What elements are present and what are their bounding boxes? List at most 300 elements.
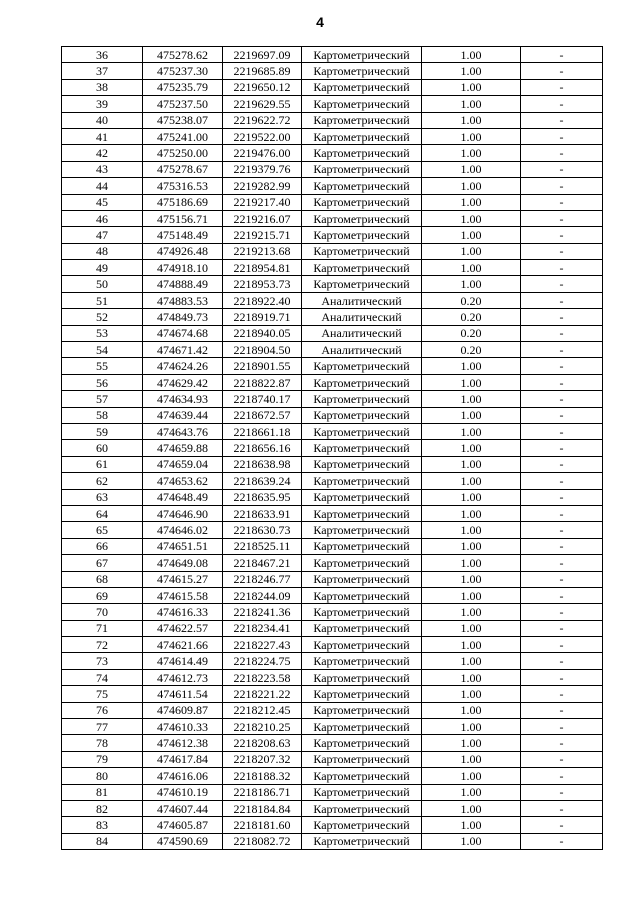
accuracy-cell: 1.00 — [422, 620, 521, 636]
y-coordinate-cell: 2219685.89 — [223, 63, 302, 79]
x-coordinate-cell: 475237.30 — [143, 63, 223, 79]
note-cell: - — [521, 735, 603, 751]
note-cell: - — [521, 342, 603, 358]
y-coordinate-cell: 2219217.40 — [223, 194, 302, 210]
accuracy-cell: 1.00 — [422, 489, 521, 505]
x-coordinate-cell: 475186.69 — [143, 194, 223, 210]
accuracy-cell: 1.00 — [422, 604, 521, 620]
point-number-cell: 77 — [62, 719, 143, 735]
method-cell: Картометрический — [302, 161, 422, 177]
note-cell: - — [521, 833, 603, 849]
y-coordinate-cell: 2218633.91 — [223, 505, 302, 521]
accuracy-cell: 1.00 — [422, 128, 521, 144]
accuracy-cell: 1.00 — [422, 374, 521, 390]
table-row — [62, 440, 603, 456]
x-coordinate-cell: 474616.06 — [143, 768, 223, 784]
table-row — [62, 391, 603, 407]
method-cell: Картометрический — [302, 112, 422, 128]
x-coordinate-cell: 474615.58 — [143, 587, 223, 603]
note-cell: - — [521, 145, 603, 161]
table-row — [62, 342, 603, 358]
x-coordinate-cell: 475238.07 — [143, 112, 223, 128]
point-number-cell: 80 — [62, 768, 143, 784]
table-row — [62, 96, 603, 112]
note-cell: - — [521, 686, 603, 702]
point-number-cell: 36 — [62, 47, 143, 63]
accuracy-cell: 1.00 — [422, 112, 521, 128]
note-cell: - — [521, 161, 603, 177]
note-cell: - — [521, 653, 603, 669]
table-row — [62, 178, 603, 194]
accuracy-cell: 0.20 — [422, 292, 521, 308]
x-coordinate-cell: 474622.57 — [143, 620, 223, 636]
note-cell: - — [521, 489, 603, 505]
x-coordinate-cell: 474653.62 — [143, 473, 223, 489]
accuracy-cell: 1.00 — [422, 735, 521, 751]
x-coordinate-cell: 474610.19 — [143, 784, 223, 800]
note-cell: - — [521, 571, 603, 587]
point-number-cell: 82 — [62, 800, 143, 816]
x-coordinate-cell: 475278.62 — [143, 47, 223, 63]
method-cell: Картометрический — [302, 833, 422, 849]
note-cell: - — [521, 194, 603, 210]
y-coordinate-cell: 2218184.84 — [223, 800, 302, 816]
y-coordinate-cell: 2218638.98 — [223, 456, 302, 472]
table-row — [62, 522, 603, 538]
x-coordinate-cell: 474624.26 — [143, 358, 223, 374]
y-coordinate-cell: 2218246.77 — [223, 571, 302, 587]
x-coordinate-cell: 474849.73 — [143, 309, 223, 325]
y-coordinate-cell: 2218630.73 — [223, 522, 302, 538]
y-coordinate-cell: 2218207.32 — [223, 751, 302, 767]
y-coordinate-cell: 2219522.00 — [223, 128, 302, 144]
accuracy-cell: 0.20 — [422, 325, 521, 341]
point-number-cell: 44 — [62, 178, 143, 194]
point-number-cell: 79 — [62, 751, 143, 767]
accuracy-cell: 1.00 — [422, 276, 521, 292]
method-cell: Картометрический — [302, 47, 422, 63]
x-coordinate-cell: 474634.93 — [143, 391, 223, 407]
x-coordinate-cell: 474607.44 — [143, 800, 223, 816]
point-number-cell: 38 — [62, 79, 143, 95]
point-number-cell: 83 — [62, 817, 143, 833]
point-number-cell: 42 — [62, 145, 143, 161]
method-cell: Картометрический — [302, 178, 422, 194]
method-cell: Аналитический — [302, 292, 422, 308]
y-coordinate-cell: 2218901.55 — [223, 358, 302, 374]
method-cell: Картометрический — [302, 407, 422, 423]
method-cell: Картометрический — [302, 817, 422, 833]
note-cell: - — [521, 309, 603, 325]
table-row — [62, 227, 603, 243]
table-row — [62, 260, 603, 276]
table-row — [62, 112, 603, 128]
note-cell: - — [521, 276, 603, 292]
point-number-cell: 74 — [62, 669, 143, 685]
point-number-cell: 39 — [62, 96, 143, 112]
note-cell: - — [521, 374, 603, 390]
note-cell: - — [521, 358, 603, 374]
table-row — [62, 587, 603, 603]
point-number-cell: 50 — [62, 276, 143, 292]
accuracy-cell: 1.00 — [422, 686, 521, 702]
table-row — [62, 505, 603, 521]
point-number-cell: 62 — [62, 473, 143, 489]
accuracy-cell: 1.00 — [422, 243, 521, 259]
method-cell: Картометрический — [302, 358, 422, 374]
point-number-cell: 57 — [62, 391, 143, 407]
note-cell: - — [521, 96, 603, 112]
point-number-cell: 81 — [62, 784, 143, 800]
x-coordinate-cell: 474883.53 — [143, 292, 223, 308]
point-number-cell: 70 — [62, 604, 143, 620]
accuracy-cell: 0.20 — [422, 342, 521, 358]
point-number-cell: 53 — [62, 325, 143, 341]
point-number-cell: 37 — [62, 63, 143, 79]
accuracy-cell: 1.00 — [422, 522, 521, 538]
y-coordinate-cell: 2218525.11 — [223, 538, 302, 554]
note-cell: - — [521, 292, 603, 308]
point-number-cell: 45 — [62, 194, 143, 210]
note-cell: - — [521, 210, 603, 226]
table-row — [62, 456, 603, 472]
accuracy-cell: 1.00 — [422, 96, 521, 112]
x-coordinate-cell: 474659.88 — [143, 440, 223, 456]
x-coordinate-cell: 474646.02 — [143, 522, 223, 538]
method-cell: Картометрический — [302, 63, 422, 79]
accuracy-cell: 1.00 — [422, 653, 521, 669]
x-coordinate-cell: 474609.87 — [143, 702, 223, 718]
table-row — [62, 620, 603, 636]
method-cell: Аналитический — [302, 325, 422, 341]
y-coordinate-cell: 2218953.73 — [223, 276, 302, 292]
y-coordinate-cell: 2218467.21 — [223, 555, 302, 571]
table-row — [62, 768, 603, 784]
accuracy-cell: 1.00 — [422, 210, 521, 226]
y-coordinate-cell: 2218656.16 — [223, 440, 302, 456]
x-coordinate-cell: 474651.51 — [143, 538, 223, 554]
x-coordinate-cell: 474590.69 — [143, 833, 223, 849]
x-coordinate-cell: 475250.00 — [143, 145, 223, 161]
accuracy-cell: 1.00 — [422, 637, 521, 653]
accuracy-cell: 1.00 — [422, 669, 521, 685]
table-row — [62, 833, 603, 849]
point-number-cell: 46 — [62, 210, 143, 226]
note-cell: - — [521, 407, 603, 423]
table-row — [62, 423, 603, 439]
table-row — [62, 63, 603, 79]
method-cell: Картометрический — [302, 587, 422, 603]
table-row — [62, 407, 603, 423]
point-number-cell: 61 — [62, 456, 143, 472]
point-number-cell: 52 — [62, 309, 143, 325]
table-row — [62, 669, 603, 685]
x-coordinate-cell: 474611.54 — [143, 686, 223, 702]
point-number-cell: 48 — [62, 243, 143, 259]
point-number-cell: 84 — [62, 833, 143, 849]
table-row — [62, 309, 603, 325]
accuracy-cell: 1.00 — [422, 63, 521, 79]
y-coordinate-cell: 2218224.75 — [223, 653, 302, 669]
note-cell: - — [521, 112, 603, 128]
note-cell: - — [521, 604, 603, 620]
point-number-cell: 78 — [62, 735, 143, 751]
note-cell: - — [521, 637, 603, 653]
accuracy-cell: 1.00 — [422, 817, 521, 833]
note-cell: - — [521, 800, 603, 816]
method-cell: Картометрический — [302, 800, 422, 816]
table-row — [62, 817, 603, 833]
method-cell: Картометрический — [302, 735, 422, 751]
accuracy-cell: 1.00 — [422, 178, 521, 194]
y-coordinate-cell: 2218181.60 — [223, 817, 302, 833]
accuracy-cell: 1.00 — [422, 358, 521, 374]
x-coordinate-cell: 475316.53 — [143, 178, 223, 194]
table-row — [62, 358, 603, 374]
table-row — [62, 161, 603, 177]
accuracy-cell: 1.00 — [422, 751, 521, 767]
y-coordinate-cell: 2218740.17 — [223, 391, 302, 407]
accuracy-cell: 1.00 — [422, 161, 521, 177]
y-coordinate-cell: 2219476.00 — [223, 145, 302, 161]
table-row — [62, 571, 603, 587]
page-number: 4 — [316, 14, 324, 30]
method-cell: Картометрический — [302, 260, 422, 276]
point-number-cell: 69 — [62, 587, 143, 603]
table-row — [62, 489, 603, 505]
method-cell: Картометрический — [302, 784, 422, 800]
note-cell: - — [521, 784, 603, 800]
point-number-cell: 41 — [62, 128, 143, 144]
method-cell: Картометрический — [302, 391, 422, 407]
note-cell: - — [521, 587, 603, 603]
accuracy-cell: 1.00 — [422, 391, 521, 407]
y-coordinate-cell: 2218082.72 — [223, 833, 302, 849]
y-coordinate-cell: 2218639.24 — [223, 473, 302, 489]
method-cell: Картометрический — [302, 538, 422, 554]
x-coordinate-cell: 474648.49 — [143, 489, 223, 505]
note-cell: - — [521, 325, 603, 341]
y-coordinate-cell: 2219379.76 — [223, 161, 302, 177]
point-number-cell: 75 — [62, 686, 143, 702]
note-cell: - — [521, 538, 603, 554]
point-number-cell: 71 — [62, 620, 143, 636]
note-cell: - — [521, 79, 603, 95]
method-cell: Картометрический — [302, 456, 422, 472]
method-cell: Картометрический — [302, 276, 422, 292]
note-cell: - — [521, 47, 603, 63]
accuracy-cell: 1.00 — [422, 423, 521, 439]
note-cell: - — [521, 669, 603, 685]
accuracy-cell: 1.00 — [422, 800, 521, 816]
point-number-cell: 76 — [62, 702, 143, 718]
coordinates-table-body — [62, 47, 603, 850]
method-cell: Картометрический — [302, 489, 422, 505]
y-coordinate-cell: 2218244.09 — [223, 587, 302, 603]
y-coordinate-cell: 2218234.41 — [223, 620, 302, 636]
y-coordinate-cell: 2218954.81 — [223, 260, 302, 276]
note-cell: - — [521, 128, 603, 144]
x-coordinate-cell: 474615.27 — [143, 571, 223, 587]
x-coordinate-cell: 474643.76 — [143, 423, 223, 439]
x-coordinate-cell: 474888.49 — [143, 276, 223, 292]
note-cell: - — [521, 456, 603, 472]
accuracy-cell: 1.00 — [422, 194, 521, 210]
note-cell: - — [521, 178, 603, 194]
method-cell: Картометрический — [302, 522, 422, 538]
x-coordinate-cell: 474629.42 — [143, 374, 223, 390]
table-row — [62, 128, 603, 144]
table-row — [62, 210, 603, 226]
method-cell: Картометрический — [302, 505, 422, 521]
method-cell: Картометрический — [302, 473, 422, 489]
accuracy-cell: 1.00 — [422, 79, 521, 95]
method-cell: Картометрический — [302, 79, 422, 95]
accuracy-cell: 1.00 — [422, 571, 521, 587]
table-row — [62, 604, 603, 620]
x-coordinate-cell: 474612.73 — [143, 669, 223, 685]
table-row — [62, 473, 603, 489]
y-coordinate-cell: 2219282.99 — [223, 178, 302, 194]
x-coordinate-cell: 475278.67 — [143, 161, 223, 177]
method-cell: Картометрический — [302, 620, 422, 636]
accuracy-cell: 1.00 — [422, 719, 521, 735]
table-row — [62, 653, 603, 669]
note-cell: - — [521, 719, 603, 735]
y-coordinate-cell: 2218186.71 — [223, 784, 302, 800]
y-coordinate-cell: 2218221.22 — [223, 686, 302, 702]
point-number-cell: 66 — [62, 538, 143, 554]
table-row — [62, 686, 603, 702]
y-coordinate-cell: 2218661.18 — [223, 423, 302, 439]
table-row — [62, 243, 603, 259]
y-coordinate-cell: 2218210.25 — [223, 719, 302, 735]
y-coordinate-cell: 2218227.43 — [223, 637, 302, 653]
table-row — [62, 292, 603, 308]
y-coordinate-cell: 2218635.95 — [223, 489, 302, 505]
method-cell: Картометрический — [302, 194, 422, 210]
y-coordinate-cell: 2218904.50 — [223, 342, 302, 358]
accuracy-cell: 1.00 — [422, 702, 521, 718]
x-coordinate-cell: 475237.50 — [143, 96, 223, 112]
note-cell: - — [521, 768, 603, 784]
method-cell: Картометрический — [302, 669, 422, 685]
method-cell: Картометрический — [302, 227, 422, 243]
note-cell: - — [521, 227, 603, 243]
accuracy-cell: 1.00 — [422, 145, 521, 161]
y-coordinate-cell: 2218922.40 — [223, 292, 302, 308]
point-number-cell: 58 — [62, 407, 143, 423]
note-cell: - — [521, 522, 603, 538]
y-coordinate-cell: 2218208.63 — [223, 735, 302, 751]
point-number-cell: 55 — [62, 358, 143, 374]
y-coordinate-cell: 2218940.05 — [223, 325, 302, 341]
y-coordinate-cell: 2219213.68 — [223, 243, 302, 259]
accuracy-cell: 1.00 — [422, 768, 521, 784]
x-coordinate-cell: 474649.08 — [143, 555, 223, 571]
method-cell: Картометрический — [302, 571, 422, 587]
table-row — [62, 47, 603, 63]
table-row — [62, 325, 603, 341]
x-coordinate-cell: 475148.49 — [143, 227, 223, 243]
point-number-cell: 63 — [62, 489, 143, 505]
note-cell: - — [521, 243, 603, 259]
point-number-cell: 68 — [62, 571, 143, 587]
point-number-cell: 54 — [62, 342, 143, 358]
method-cell: Картометрический — [302, 719, 422, 735]
method-cell: Аналитический — [302, 342, 422, 358]
y-coordinate-cell: 2219650.12 — [223, 79, 302, 95]
y-coordinate-cell: 2218188.32 — [223, 768, 302, 784]
note-cell: - — [521, 555, 603, 571]
accuracy-cell: 1.00 — [422, 227, 521, 243]
accuracy-cell: 0.20 — [422, 309, 521, 325]
x-coordinate-cell: 474659.04 — [143, 456, 223, 472]
x-coordinate-cell: 474918.10 — [143, 260, 223, 276]
note-cell: - — [521, 620, 603, 636]
table-row — [62, 719, 603, 735]
table-row — [62, 194, 603, 210]
x-coordinate-cell: 474612.38 — [143, 735, 223, 751]
note-cell: - — [521, 702, 603, 718]
x-coordinate-cell: 474610.33 — [143, 719, 223, 735]
table-row — [62, 735, 603, 751]
method-cell: Аналитический — [302, 309, 422, 325]
y-coordinate-cell: 2219215.71 — [223, 227, 302, 243]
point-number-cell: 67 — [62, 555, 143, 571]
accuracy-cell: 1.00 — [422, 555, 521, 571]
y-coordinate-cell: 2218212.45 — [223, 702, 302, 718]
point-number-cell: 73 — [62, 653, 143, 669]
method-cell: Картометрический — [302, 440, 422, 456]
x-coordinate-cell: 475235.79 — [143, 79, 223, 95]
table-row — [62, 555, 603, 571]
method-cell: Картометрический — [302, 686, 422, 702]
table-row — [62, 751, 603, 767]
note-cell: - — [521, 473, 603, 489]
method-cell: Картометрический — [302, 604, 422, 620]
note-cell: - — [521, 751, 603, 767]
coordinates-table — [61, 46, 603, 850]
method-cell: Картометрический — [302, 210, 422, 226]
point-number-cell: 49 — [62, 260, 143, 276]
accuracy-cell: 1.00 — [422, 456, 521, 472]
x-coordinate-cell: 474926.48 — [143, 243, 223, 259]
y-coordinate-cell: 2218822.87 — [223, 374, 302, 390]
method-cell: Картометрический — [302, 128, 422, 144]
y-coordinate-cell: 2218241.36 — [223, 604, 302, 620]
point-number-cell: 51 — [62, 292, 143, 308]
accuracy-cell: 1.00 — [422, 784, 521, 800]
method-cell: Картометрический — [302, 702, 422, 718]
point-number-cell: 40 — [62, 112, 143, 128]
table-row — [62, 374, 603, 390]
note-cell: - — [521, 423, 603, 439]
y-coordinate-cell: 2218672.57 — [223, 407, 302, 423]
x-coordinate-cell: 474617.84 — [143, 751, 223, 767]
accuracy-cell: 1.00 — [422, 440, 521, 456]
accuracy-cell: 1.00 — [422, 587, 521, 603]
point-number-cell: 64 — [62, 505, 143, 521]
method-cell: Картометрический — [302, 96, 422, 112]
accuracy-cell: 1.00 — [422, 260, 521, 276]
x-coordinate-cell: 475241.00 — [143, 128, 223, 144]
x-coordinate-cell: 474621.66 — [143, 637, 223, 653]
point-number-cell: 60 — [62, 440, 143, 456]
method-cell: Картометрический — [302, 243, 422, 259]
y-coordinate-cell: 2219622.72 — [223, 112, 302, 128]
method-cell: Картометрический — [302, 637, 422, 653]
